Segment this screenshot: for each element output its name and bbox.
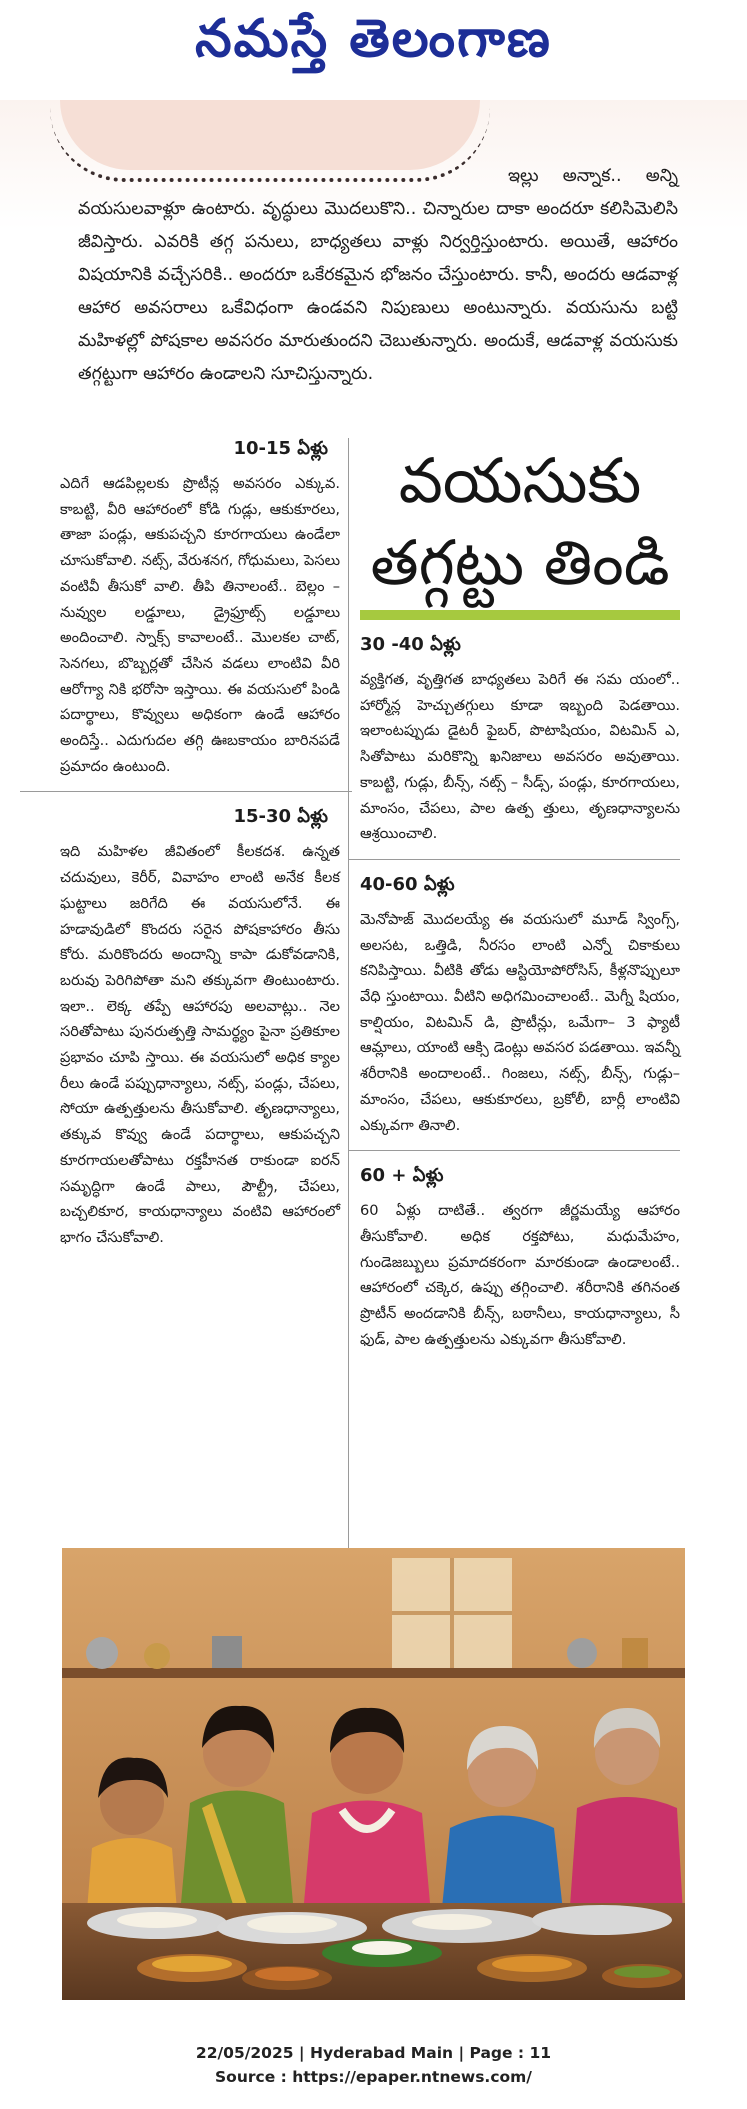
- headline: [360, 440, 680, 604]
- heading-age-60-plus: 60 + ఏళ్లు: [360, 1165, 444, 1187]
- body-age-40-60: మెనోపాజ్ మొదలయ్యే ఈ వయసులో మూడ్ స్వింగ్స్, అలసట, ఒత్తిడి, నీరసం లాంటి ఎన్నో చికాకులు కనిపిస్తాయి. వీటికి తోడు ఆస్టియోపోరోసిస్, కీళ్లనొప్పులూ వేధి స్తుంటాయి. వీటిని అధిగమించాలంటే.. మెగ్నీ షియం, కాల్షియం, విటమిన్ డి, ప్రొటీన్లు, ఒమేగా– 3 ఫ్యాటీ ఆమ్లాలు, యాంటి ఆక్సి డెంట్లు అవసర పడతాయి. ఇవన్నీ శరీరానికి అందాలంటే.. గింజలు, నట్స్, బీన్స్, గుడ్లు– మాంసం, చేపలు, ఆకుకూరలు, బ్రకోలీ, బార్లీ లాంటివి ఎక్కువగా తినాలి.: [360, 910, 680, 1134]
- body-age-10-15: ఎదిగే ఆడపిల్లలకు ప్రొటీన్ల అవసరం ఎక్కువ. కాబట్టి, వీరి ఆహారంలో కోడి గుడ్లు, ఆకుకూరలు, తాజా పండ్లు, ఆకుపచ్చని కూరగాయలు ఉండేలా చూసుకోవాలి. నట్స్, వేరుశనగ, గోధుమలు, పెసలు వంటివీ తీసుకో వాలి. తీపి తినాలంటే.. బెల్లం – నువ్వుల లడ్డూలు, డ్రైఫ్రూట్స్ లడ్డూలు అందించాలి. స్నాక్స్ కావాలంటే.. మొలకల చాట్, సెనగలు, బొబ్బర్లతో చేసిన వడలు లాంటివి వీరి ఆరోగ్యా నికి భరోసా ఇస్తాయి. ఈ వయసులో పిండి పదార్థాలు, కొవ్వులు అధికంగా ఉండే ఆహారం అందిస్తే.. ఎదుగుదల తగ్గి ఊబకాయం బారినపడే ప్రమాదం ఉంటుంది.: [60, 475, 341, 775]
- newspaper-logo: నమస్తే తెలంగాణ: [195, 8, 552, 69]
- masthead: [0, 0, 747, 100]
- section-divider: [20, 791, 352, 792]
- heading-age-15-30: 15-30 ఏళ్లు: [233, 806, 328, 828]
- headline-line-1: వయసుకు: [398, 444, 642, 517]
- body-age-60-plus: 60 ఏళ్లు దాటితే.. త్వరగా జీర్ణమయ్యే ఆహారం తీసుకోవాలి. అధిక రక్తపోటు, మధుమేహం, గుండెజబ్బులు ప్రమాదకరంగా మారకుండా ఉండాలంటే.. ఆహారంలో చక్కెర, ఉప్పు తగ్గించాలి. శరీరానికి తగినంత ప్రొటీన్ అందడానికి బీన్స్, బఠానీలు, కాయధాన్యాలు, సీ ఫుడ్, పాల ఉత్పత్తులను ఎక్కువగా తీసుకోవాలి.: [360, 1202, 680, 1348]
- heading-age-40-60: 40-60 ఏళ్లు: [360, 873, 455, 895]
- intro-text: వయసులవాళ్లూ ఉంటారు. వృద్ధులు మొదలుకొని.. చిన్నారుల దాకా అందరూ కలిసిమెలిసి జీవిస్తారు. ఎవరికి తగ్గ పనులు, బాధ్యతలు వాళ్లు నిర్వర్తిస్తుంటారు. అయితే, ఆహారం విషయానికి వచ్చేసరికి.. అందరూ ఒకేరకమైన భోజనం చేస్తుంటారు. కానీ, అందరు ఆడవాళ్ల ఆహార అవసరాలు ఒకేవిధంగా ఉండవని నిపుణులు అంటున్నారు. వయసును బట్టి మహిళల్లో పోషకాల అవసరం మారుతుందని చెబుతున్నారు. అందుకే, ఆడవాళ్ల వయసుకు తగ్గట్టుగా ఆహారం ఉండాలని సూచిస్తున్నారు.: [78, 199, 678, 384]
- body-age-30-40: వ్యక్తిగత, వృత్తిగత బాధ్యతలు పెరిగే ఈ సమ యంలో.. హార్మోన్ల హెచ్చుతగ్గులు కూడా ఇబ్బంది పెడతాయి. ఇలాంటప్పుడు డైటరీ ఫైబర్, పొటాషియం, విటమిన్ ఎ, సితోపాటు మరికొన్ని ఖనిజాలు అవసరం అవుతాయి. కాబట్టి, గుడ్లు, బీన్స్, నట్స్ – సీడ్స్, పండ్లు, కూరగాయలు, మాంసం, చేపలు, పాల ఉత్ప త్తులు, తృణధాన్యాలను ఆశ్రయించాలి.: [360, 671, 680, 843]
- section-divider: [348, 1150, 680, 1151]
- body-age-15-30: ఇది మహిళల జీవితంలో కీలకదశ. ఉన్నత చదువులు, కెరీర్, వివాహం లాంటి అనేక కీలక ఘట్టాలు జరిగేది ఈ వయసులోనే. ఈ హడావుడిలో కొందరు సరైన పోషకాహారం తీసు కోరు. మరికొందరు అందాన్ని కాపా డుకోవడానికి, బరువు పెరిగిపోతా మని తక్కువగా తింటుంటారు. ఇలా.. లెక్క తప్పే ఆహారపు అలవాట్లు.. నెల సరితోపాటు పునరుత్పత్తి సామర్థ్యం పైనా ప్రతికూల ప్రభావం చూపి స్తాయి. ఈ వయసులో అధిక క్యాల రీలు ఉండే పప్పుధాన్యాలు, నట్స్, పండ్లు, చేపలు, సోయా ఉత్పత్తులను తీసుకోవాలి. తృణధాన్యాలు, తక్కువ కొవ్వు ఉండే పదార్థాలు, ఆకుపచ్చని కూరగాయలతోపాటు రక్తహీనత రాకుండా ఐరన్ సమృద్ధిగా ఉండే పాలు, పౌల్ట్రీ, చేపలు, బచ్చలికూర, కాయధాన్యాలు వంటివి ఆహారంలో భాగం చేసుకోవాలి.: [60, 843, 340, 1246]
- left-column: [60, 438, 340, 1251]
- illustration-family-meal: [62, 1548, 685, 2000]
- heading-age-30-40: 30 -40 ఏళ్లు: [360, 634, 461, 655]
- intro-first-line: ఇల్లు అన్నాక.. అన్ని: [508, 166, 678, 186]
- heading-age-10-15: 10-15 ఏళ్లు: [233, 438, 328, 459]
- column-divider: [348, 438, 349, 1548]
- family-meal-image: [62, 1548, 685, 2000]
- intro-paragraph: [78, 160, 678, 391]
- right-column: [360, 438, 680, 1352]
- section-divider: [348, 859, 680, 860]
- footer-source: Source : https://epaper.ntnews.com/: [215, 2068, 532, 2086]
- footer-date-edition: 22/05/2025 | Hyderabad Main | Page : 11: [195, 2044, 552, 2062]
- accent-bar: [360, 610, 680, 620]
- headline-line-2: తగ్గట్టు తిండి: [370, 526, 670, 599]
